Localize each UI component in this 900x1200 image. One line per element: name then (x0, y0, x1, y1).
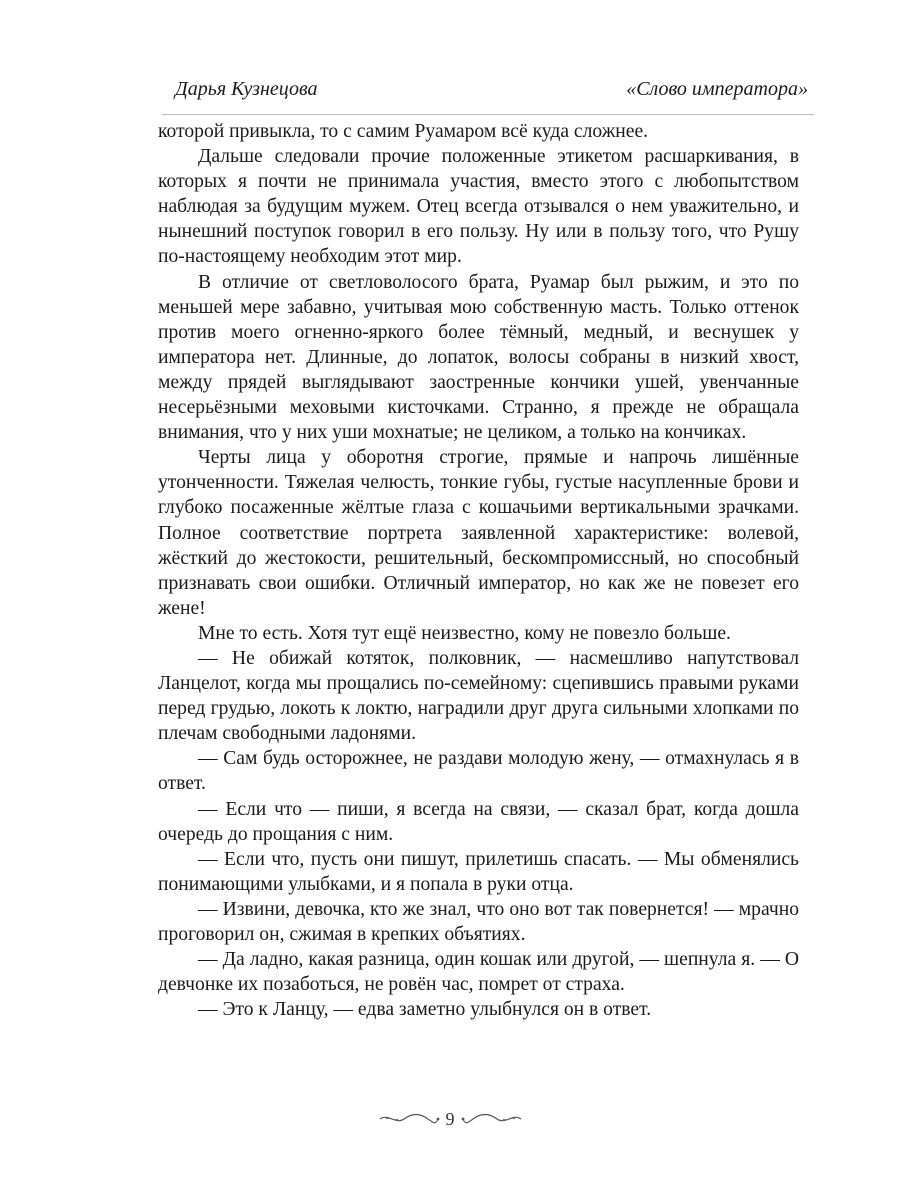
paragraph: которой привыкла, то с самим Руамаром всё куда сложнее. (158, 121, 649, 142)
paragraph: Мне то есть. Хотя тут ещё неизвестно, кому не повезло больше. (198, 622, 731, 644)
header-author: Дарья Кузнецова (175, 78, 318, 100)
paragraph: Черты лица у оборотня строгие, прямые и напрочь лишённые утонченности. Тяжелая челюсть, тонкие губы, густые насупленные брови и глубоко посаженные жёлтые глаза с кошачьими вертикальными зрачками. Полное соответствие портрета заявленной характеристике: волевой, жёсткий до жестокости, решительный, бескомпромиссный, но способный признавать свои ошибки. Отличный император, но как же не повезет его жене! (158, 447, 799, 619)
header-book-title: «Слово императора» (626, 78, 808, 100)
paragraph: — Да ладно, какая разница, один кошак или другой, — шепнула я. — О девчонке их позаботься, не ровён час, помрет от страха. (158, 949, 799, 996)
right-flourish-icon (461, 1112, 523, 1126)
paragraph: — Не обижай котяток, полковник, — насмешливо напутствовал Ланцелот, когда мы прощались по-семейному: сцепившись правыми руками перед грудью, локоть к локтю, наградили друг друга сильными хлопками по плечам свободными ладонями. (158, 647, 799, 745)
paragraph: — Извини, девочка, кто же знал, что оно вот так повернется! — мрачно проговорил он, сжимая в крепких объятиях. (158, 898, 799, 945)
running-header (175, 74, 808, 104)
page-body (158, 119, 799, 1022)
page-footer (0, 1104, 900, 1134)
paragraph: Дальше следовали прочие положенные этикетом расшаркивания, в которых я почти не принимала участия, вместо этого с любопытством наблюдая за будущим мужем. Отец всегда отзывался о нем уважительно, и нынешний поступок говорил в его пользу. Ну или в пользу того, что Рушу по-настоящему необходим этот мир. (158, 146, 799, 268)
left-flourish-icon (378, 1112, 440, 1126)
paragraph: — Если что, пусть они пишут, прилетишь спасать. — Мы обменялись понимающими улыбками, и я попала в руки отца. (158, 848, 799, 895)
paragraph: — Сам будь осторожнее, не раздави молодую жену, — отмахнулась я в ответ. (158, 748, 799, 795)
paragraph: — Это к Ланцу, — едва заметно улыбнулся он в ответ. (198, 999, 652, 1021)
page-number: 9 (445, 1109, 455, 1129)
paragraph: В отличие от светловолосого брата, Руамар был рыжим, и это по меньшей мере забавно, учитывая мою собственную масть. Только оттенок против моего огненно-яркого более тёмный, медный, и веснушек у императора нет. Длинные, до лопаток, волосы собраны в низкий хвост, между прядей выглядывают заостренные кончики ушей, увенчанные несерьёзными меховыми кисточками. Странно, я прежде не обращала внимания, что у них уши мохнатые; не целиком, а только на кончиках. (158, 271, 799, 444)
paragraph: — Если что — пиши, я всегда на связи, — сказал брат, когда дошла очередь до прощания с ним. (158, 798, 799, 845)
header-divider (162, 114, 814, 115)
